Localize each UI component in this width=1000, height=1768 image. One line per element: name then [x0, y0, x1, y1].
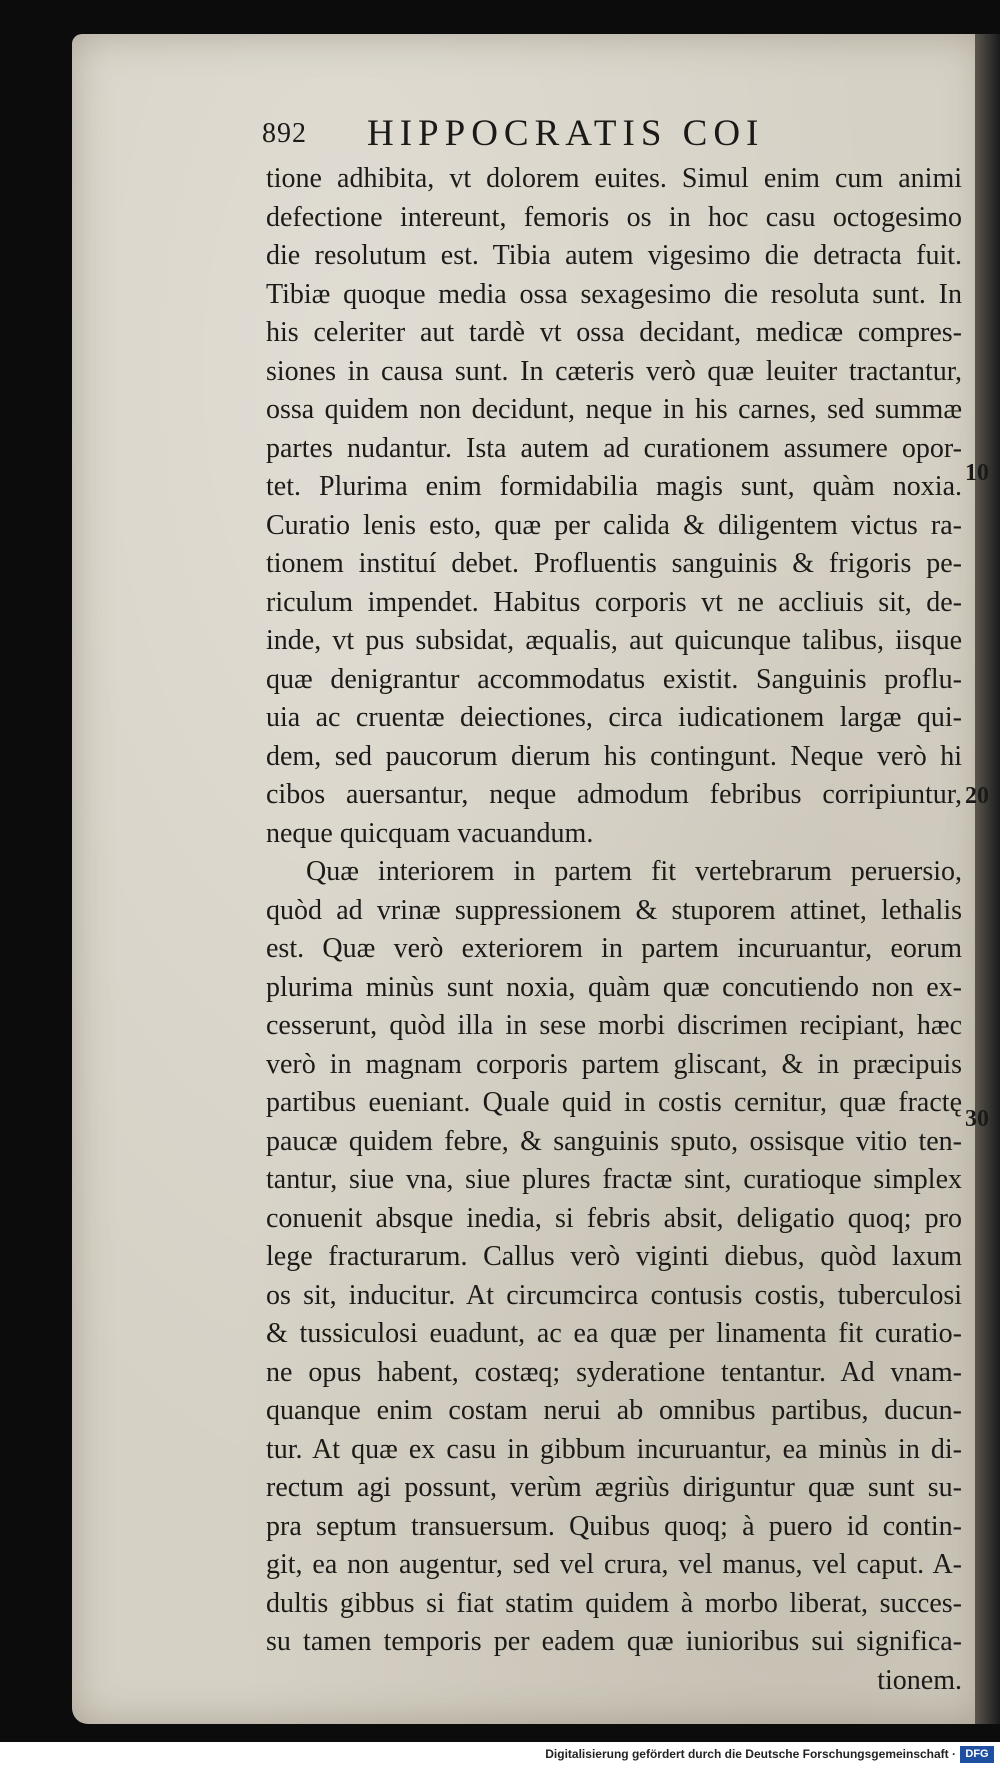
paragraph-first-line: Quæ interiorem in partem fit vertebrarum peruersio,	[306, 856, 962, 887]
text-line: neque quicquam vacuandum.	[266, 817, 594, 849]
text-line: su tamen temporis per eadem quæ iunioribus sui significa-	[266, 1626, 962, 1657]
text-line: lege fracturarum. Callus verò viginti diebus, quòd laxum	[266, 1241, 962, 1272]
margin-line-number-20: 20	[965, 783, 989, 809]
text-line: paucæ quidem febre, & sanguinis sputo, ossisque vitio ten-	[266, 1125, 962, 1157]
running-head	[262, 112, 962, 158]
funding-credit: Digitalisierung gefördert durch die Deutsche Forschungsgemeinschaft ·	[545, 1747, 956, 1761]
text-line: die resolutum est. Tibia autem vigesimo die detracta fuit.	[266, 240, 962, 271]
body-text	[266, 160, 962, 1700]
text-line: riculum impendet. Habitus corporis vt ne accliuis sit, de-	[266, 586, 962, 618]
text-line: his celeriter aut tardè vt ossa decidant, medicæ compres-	[266, 317, 962, 348]
dfg-logo: DFG	[960, 1746, 994, 1763]
text-line: Curatio lenis esto, quæ per calida & diligentem victus ra-	[266, 509, 962, 541]
text-line: quòd ad vrinæ suppressionem & stuporem attinet, lethalis	[266, 894, 962, 926]
digitization-footer	[0, 1742, 1000, 1768]
text-line: dultis gibbus si fiat statim quidem à morbo liberat, succes-	[266, 1587, 962, 1619]
text-line: quæ denigrantur accommodatus existit. Sanguinis proflu-	[266, 663, 962, 695]
text-line: partibus eueniant. Quale quid in costis cernitur, quæ fractę	[266, 1087, 962, 1118]
text-line: git, ea non augentur, sed vel crura, vel manus, vel caput. A-	[266, 1549, 962, 1580]
text-line: tionem instituí debet. Profluentis sanguinis & frigoris pe-	[266, 548, 962, 579]
text-line: ossa quidem non decidunt, neque in his carnes, sed summæ	[266, 394, 962, 425]
text-line: verò in magnam corporis partem gliscant, & in præcipuis	[266, 1048, 962, 1080]
text-line: siones in causa sunt. In cæteris verò quæ leuiter tractantur,	[266, 355, 962, 387]
text-line: quanque enim costam nerui ab omnibus partibus, ducun-	[266, 1395, 962, 1426]
margin-line-number-30: 30	[965, 1106, 989, 1132]
page-number: 892	[262, 118, 307, 149]
text-line: os sit, inducitur. At circumcirca contusis costis, tuberculosi	[266, 1279, 962, 1311]
catchword-line: tionem.	[877, 1664, 962, 1696]
text-line: Tibiæ quoque media ossa sexagesimo die resoluta sunt. In	[266, 278, 962, 310]
text-line: pra septum transuersum. Quibus quoq; à puero id contin-	[266, 1510, 962, 1542]
text-line: partes nudantur. Ista autem ad curationem assumere opor-	[266, 432, 962, 464]
text-line: rectum agi possunt, verùm ægriùs diriguntur quæ sunt su-	[266, 1472, 962, 1503]
text-line: plurima minùs sunt noxia, quàm quæ concutiendo non ex-	[266, 971, 962, 1003]
running-title: HIPPOCRATIS COI	[367, 113, 765, 154]
text-line: conuenit absque inedia, si febris absit, deligatio quoq; pro	[266, 1202, 962, 1234]
text-line: defectione intereunt, femoris os in hoc casu octogesimo	[266, 201, 962, 233]
text-line: tet. Plurima enim formidabilia magis sunt, quàm noxia.	[266, 471, 962, 502]
text-line: dem, sed paucorum dierum his contingunt. Neque verò hi	[266, 740, 962, 772]
text-line: tione adhibita, vt dolorem euites. Simul enim cum animi	[266, 163, 962, 194]
page-edge	[975, 34, 1000, 1724]
margin-line-number-10: 10	[965, 460, 989, 486]
text-line: tur. At quæ ex casu in gibbum incuruantur, ea minùs in di-	[266, 1433, 962, 1465]
text-line: cibos auersantur, neque admodum febribus corripiuntur,	[266, 779, 962, 810]
text-line: uia ac cruentæ deiectiones, circa iudicationem largæ qui-	[266, 702, 962, 733]
text-line: tantur, siue vna, siue plures fractæ sint, curatioque simplex	[266, 1164, 962, 1195]
text-line: & tussiculosi euadunt, ac ea quæ per linamenta fit curatio-	[266, 1318, 962, 1349]
text-line: est. Quæ verò exteriorem in partem incuruantur, eorum	[266, 933, 962, 964]
text-line: cesserunt, quòd illa in sese morbi discrimen recipiant, hæc	[266, 1010, 962, 1041]
text-line: ne opus habent, costæq; syderatione tentantur. Ad vnam-	[266, 1356, 962, 1388]
text-line: inde, vt pus subsidat, æqualis, aut quicunque talibus, iisque	[266, 625, 962, 656]
